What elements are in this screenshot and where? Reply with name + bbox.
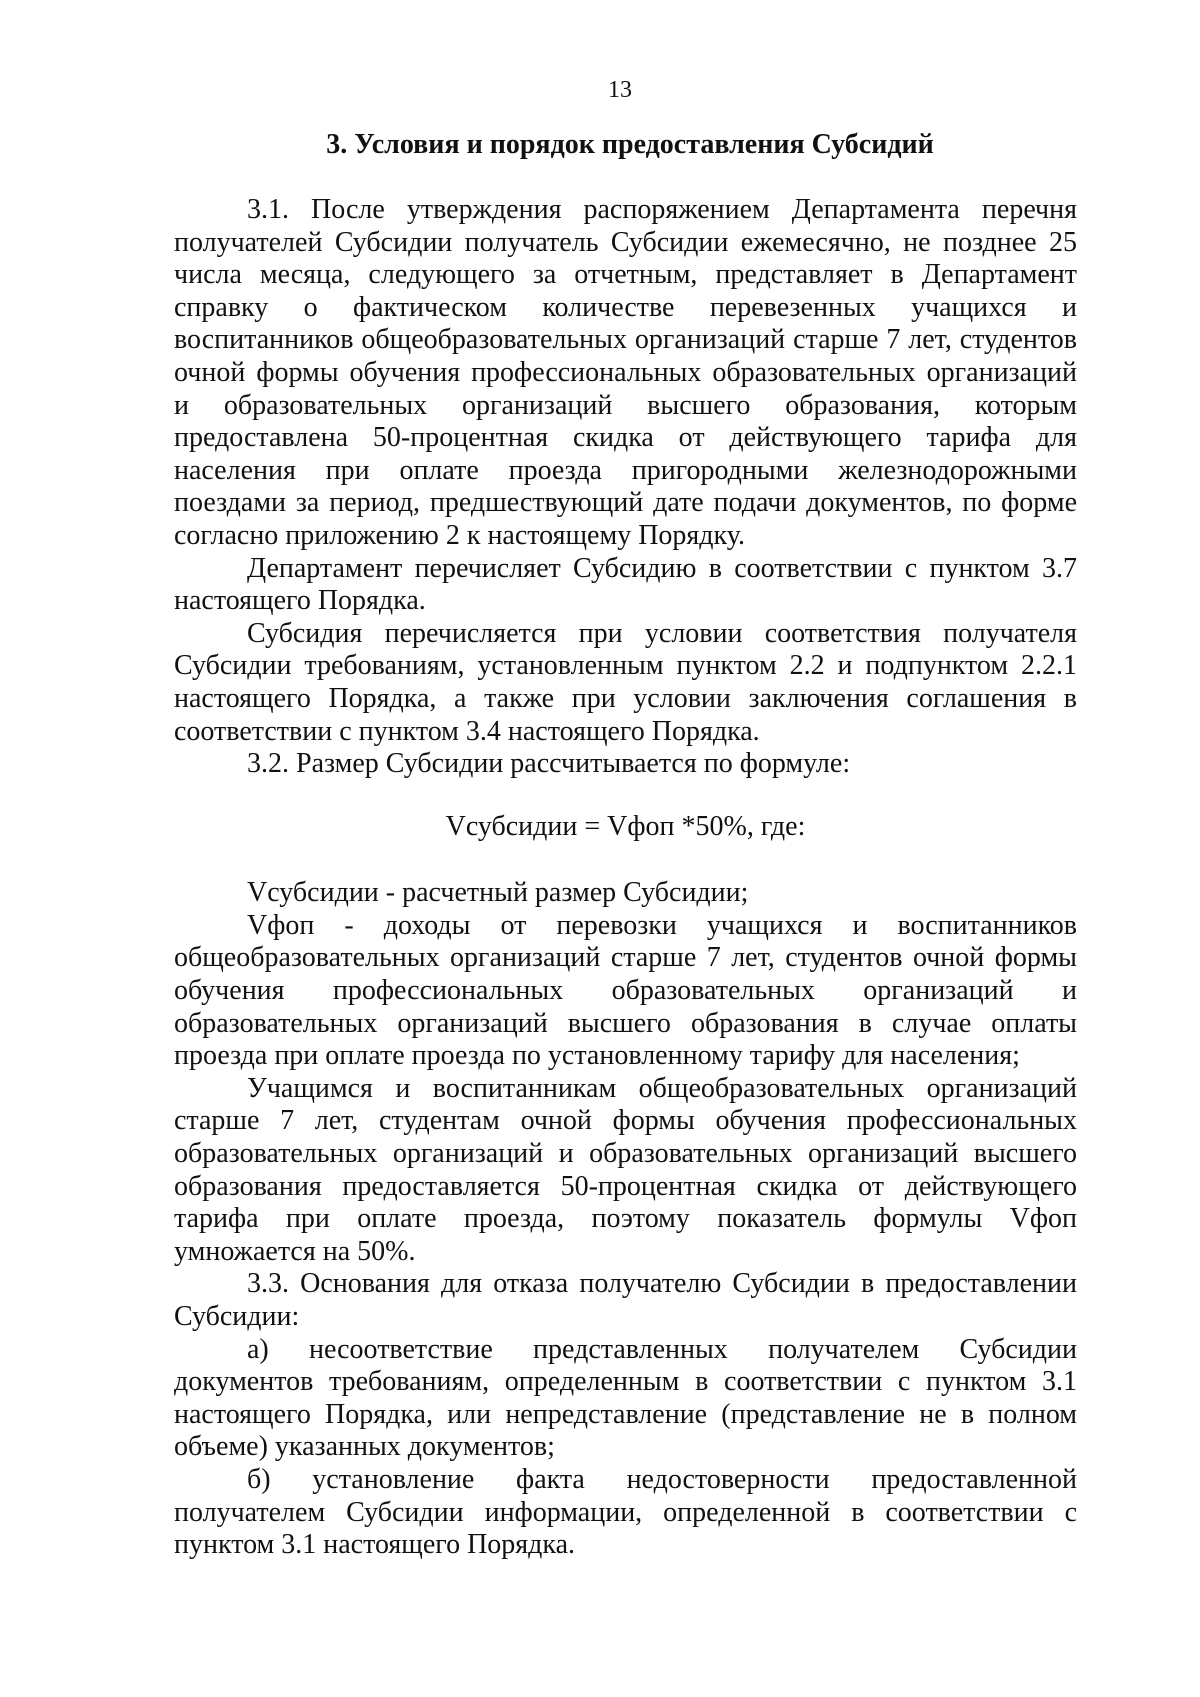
page-number: 13 [608,77,632,103]
definition-v-fop: Vфоп - доходы от перевозки учащихся и воспитанников общеобразовательных организаций старше 7 лет, студентов очной формы обучения профессиональных образовательных организаций и образовательных организаций высшего образования в случае оплаты проезда при оплате проезда по установленному тарифу для населения; [174,909,1077,1072]
list-item-a: а) несоответствие представленных получателем Субсидии документов требованиям, определенным в соответствии с пунктом 3.1 настоящего Порядка, или непредставление (представление не в полном объеме) указанных документов; [174,1333,1077,1463]
formula: Vсубсидии = Vфоп *50%, где: [445,810,806,842]
document-body [174,194,1077,1562]
section-title: 3. Условия и порядок предоставления Субсидий [326,129,934,160]
paragraph-3-1: 3.1. После утверждения распоряжением Департамента перечня получателей Субсидии получатель Субсидии ежемесячно, не позднее 25 числа месяца, следующего за отчетным, представляет в Департамент справку о фактическом количестве перевезенных учащихся и воспитанников общеобразовательных организаций старше 7 лет, студентов очной формы обучения профессиональных образовательных организаций и образовательных организаций высшего образования, которым предоставлена 50-процентная скидка от действующего тарифа для населения при оплате проезда пригородными железнодорожными поездами за период, предшествующий дате подачи документов, по форме согласно приложению 2 к настоящему Порядку. [174,194,1077,551]
list-item-b: б) установление факта недостоверности предоставленной получателем Субсидии информации, определенной в соответствии с пунктом 3.1 настоящего Порядка. [174,1463,1077,1561]
paragraph-3-3: 3.3. Основания для отказа получателю Субсидии в предоставлении Субсидии: [174,1268,1077,1332]
paragraph-discount-explanation: Учащимся и воспитанникам общеобразовательных организаций старше 7 лет, студентам очной формы обучения профессиональных образовательных организаций и образовательных организаций высшего образования предоставляется 50-процентная скидка от действующего тарифа при оплате проезда, поэтому показатель формулы Vфоп умножается на 50%. [174,1072,1077,1267]
paragraph-transfer-condition: Субсидия перечисляется при условии соответствия получателя Субсидии требованиям, установленным пунктом 2.2 и подпунктом 2.2.1 настоящего Порядка, а также при условии заключения соглашения в соответствии с пунктом 3.4 настоящего Порядка. [174,617,1077,747]
definition-v-subsidy: Vсубсидии - расчетный размер Субсидии; [247,877,749,909]
paragraph-3-2: 3.2. Размер Субсидии рассчитывается по формуле: [247,748,851,780]
paragraph-department-transfer: Департамент перечисляет Субсидию в соответствии с пунктом 3.7 настоящего Порядка. [174,552,1077,617]
